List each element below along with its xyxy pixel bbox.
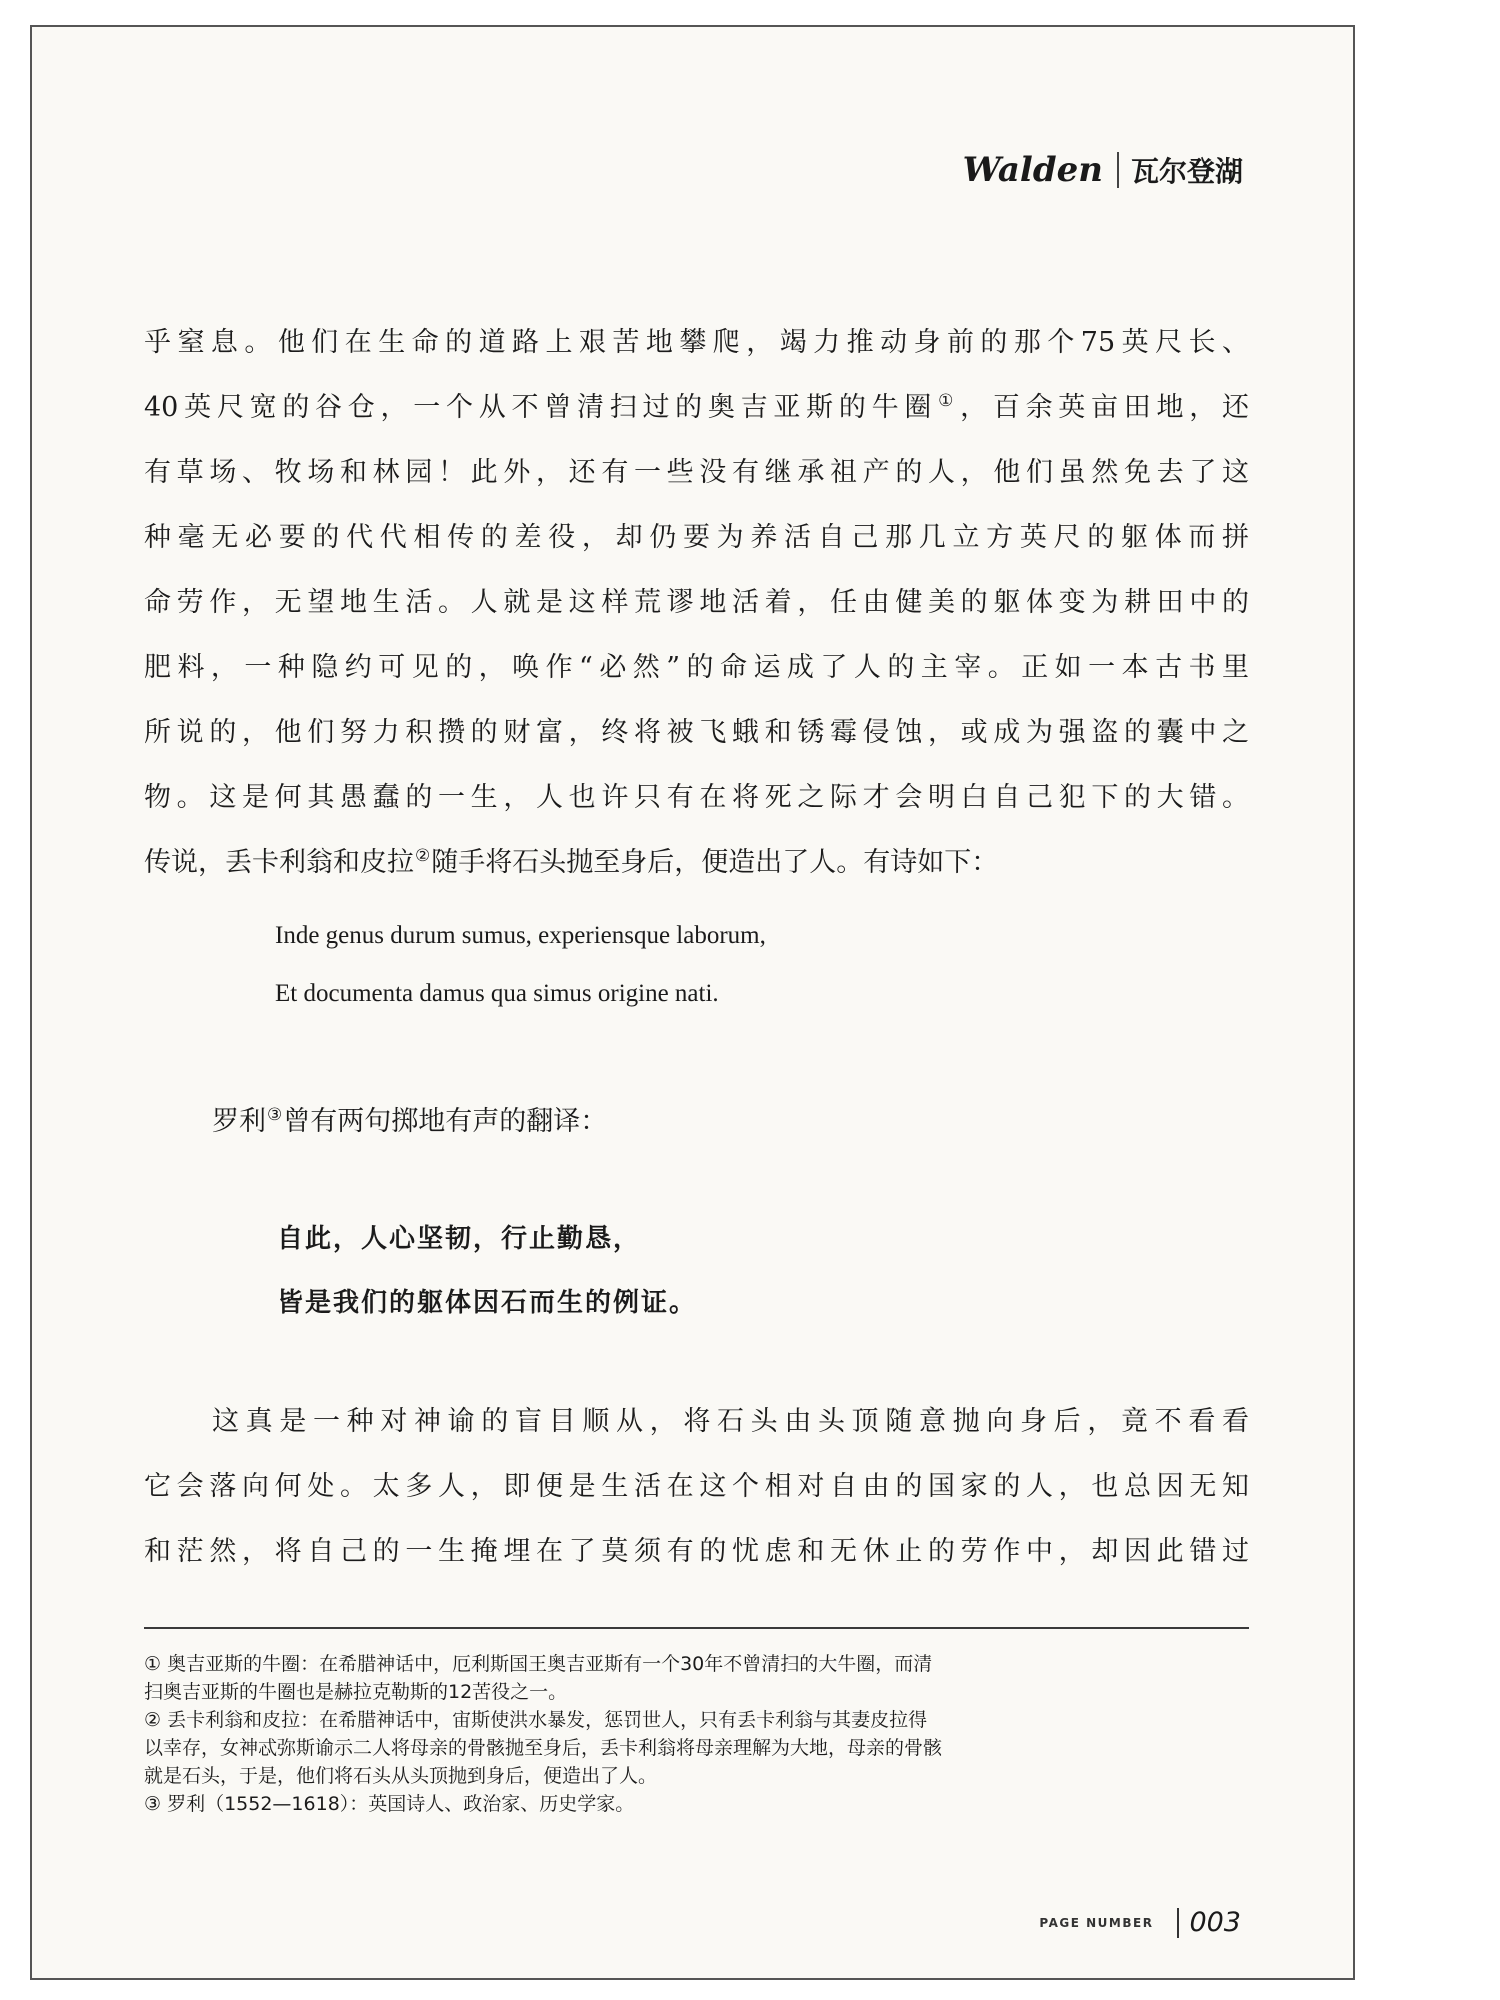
paragraph-1	[144, 310, 1249, 895]
page-number-label: PAGE NUMBER	[1039, 1915, 1154, 1930]
footnote-line: 以幸存，女神忒弥斯谕示二人将母亲的骨骸抛至身后，丢卡利翁将母亲理解为大地，母亲的骨骸	[144, 1737, 943, 1759]
footnote-mark-3[interactable]: ③	[267, 1105, 283, 1125]
paragraph-1-line: 种毫无必要的代代相传的差役，却仍要为养活自己那几立方英尺的躯体而拼	[144, 522, 1249, 553]
page-number: 003	[1189, 1907, 1241, 1938]
paragraph-2-line: 它会落向何处。太多人，即便是生活在这个相对自由的国家的人，也总因无知	[144, 1471, 1249, 1502]
paragraph-1-line: 肥料，一种隐约可见的，唤作“必然”的命运成了人的主宰。正如一本古书里	[144, 652, 1249, 683]
footnote-line: 就是石头，于是，他们将石头从头顶抛到身后，便造出了人。	[144, 1765, 658, 1787]
footer-divider	[1177, 1908, 1179, 1938]
paragraph-1-line-text: 40英尺宽的谷仓，一个从不曾清扫过的奥吉亚斯的牛圈	[144, 392, 938, 423]
paragraph-1-line	[144, 375, 1249, 440]
paragraph-1-line-text: ，百余英亩田地，还	[960, 392, 1249, 423]
paragraph-2	[144, 1389, 1249, 1584]
footnote-line: 扫奥吉亚斯的牛圈也是赫拉克勒斯的12苦役之一。	[144, 1681, 568, 1703]
paragraph-2-line: 这真是一种对神谕的盲目顺从，将石头由头顶随意抛向身后，竟不看看	[212, 1406, 1249, 1437]
header-divider	[1117, 152, 1119, 188]
book-page	[30, 25, 1355, 1980]
chinese-poem-line-1: 自此，人心坚韧，行止勤恳，	[277, 1224, 642, 1254]
chinese-poem-line-2: 皆是我们的躯体因石而生的例证。	[277, 1288, 698, 1318]
paragraph-1-line	[144, 830, 1249, 895]
paragraph-1-line: 乎窒息。他们在生命的道路上艰苦地攀爬，竭力推动身前的那个75英尺长、	[144, 327, 1249, 358]
paragraph-1-line-text: 随手将石头抛至身后，便造出了人。有诗如下：	[431, 847, 999, 878]
footnote-mark-2[interactable]: ②	[415, 846, 431, 866]
running-header	[963, 150, 1243, 190]
footnote-line: ② 丢卡利翁和皮拉：在希腊神话中，宙斯使洪水暴发，惩罚世人，只有丢卡利翁与其妻皮拉得	[144, 1709, 928, 1731]
paragraph-1-line: 有草场、牧场和林园！此外，还有一些没有继承祖产的人，他们虽然免去了这	[144, 457, 1249, 488]
paragraph-1-line: 所说的，他们努力积攒的财富，终将被飞蛾和锈霉侵蚀，或成为强盗的囊中之	[144, 717, 1249, 748]
latin-poem-line-1: Inde genus durum sumus, experiensque laborum,	[275, 922, 766, 949]
footnote-line: ① 奥吉亚斯的牛圈：在希腊神话中，厄利斯国王奥吉亚斯有一个30年不曾清扫的大牛圈，而清	[144, 1653, 933, 1675]
book-title-english: Walden	[962, 150, 1103, 190]
paragraph-2-line: 和茫然，将自己的一生掩埋在了莫须有的忧虑和无休止的劳作中，却因此错过	[144, 1536, 1249, 1567]
footnotes	[144, 1650, 1249, 1818]
footnote-mark-1[interactable]: ①	[938, 391, 960, 411]
latin-poem	[275, 907, 766, 1023]
raleigh-intro-text: 罗利	[212, 1106, 266, 1137]
footnote-divider	[144, 1627, 1249, 1629]
paragraph-1-line: 物。这是何其愚蠢的一生，人也许只有在将死之际才会明白自己犯下的大错。	[144, 782, 1249, 813]
paragraph-1-line: 命劳作，无望地生活。人就是这样荒谬地活着，任由健美的躯体变为耕田中的	[144, 587, 1249, 618]
raleigh-intro	[212, 1089, 607, 1154]
chinese-poem	[277, 1207, 697, 1335]
page-footer	[1039, 1907, 1241, 1938]
raleigh-intro-text: 曾有两句掷地有声的翻译：	[283, 1106, 608, 1137]
latin-poem-line-2: Et documenta damus qua simus origine nati.	[275, 980, 719, 1007]
paragraph-1-line-text: 传说，丢卡利翁和皮拉	[144, 847, 414, 878]
book-title-chinese: 瓦尔登湖	[1130, 155, 1243, 188]
footnote-line: ③ 罗利（1552—1618）：英国诗人、政治家、历史学家。	[144, 1793, 635, 1815]
